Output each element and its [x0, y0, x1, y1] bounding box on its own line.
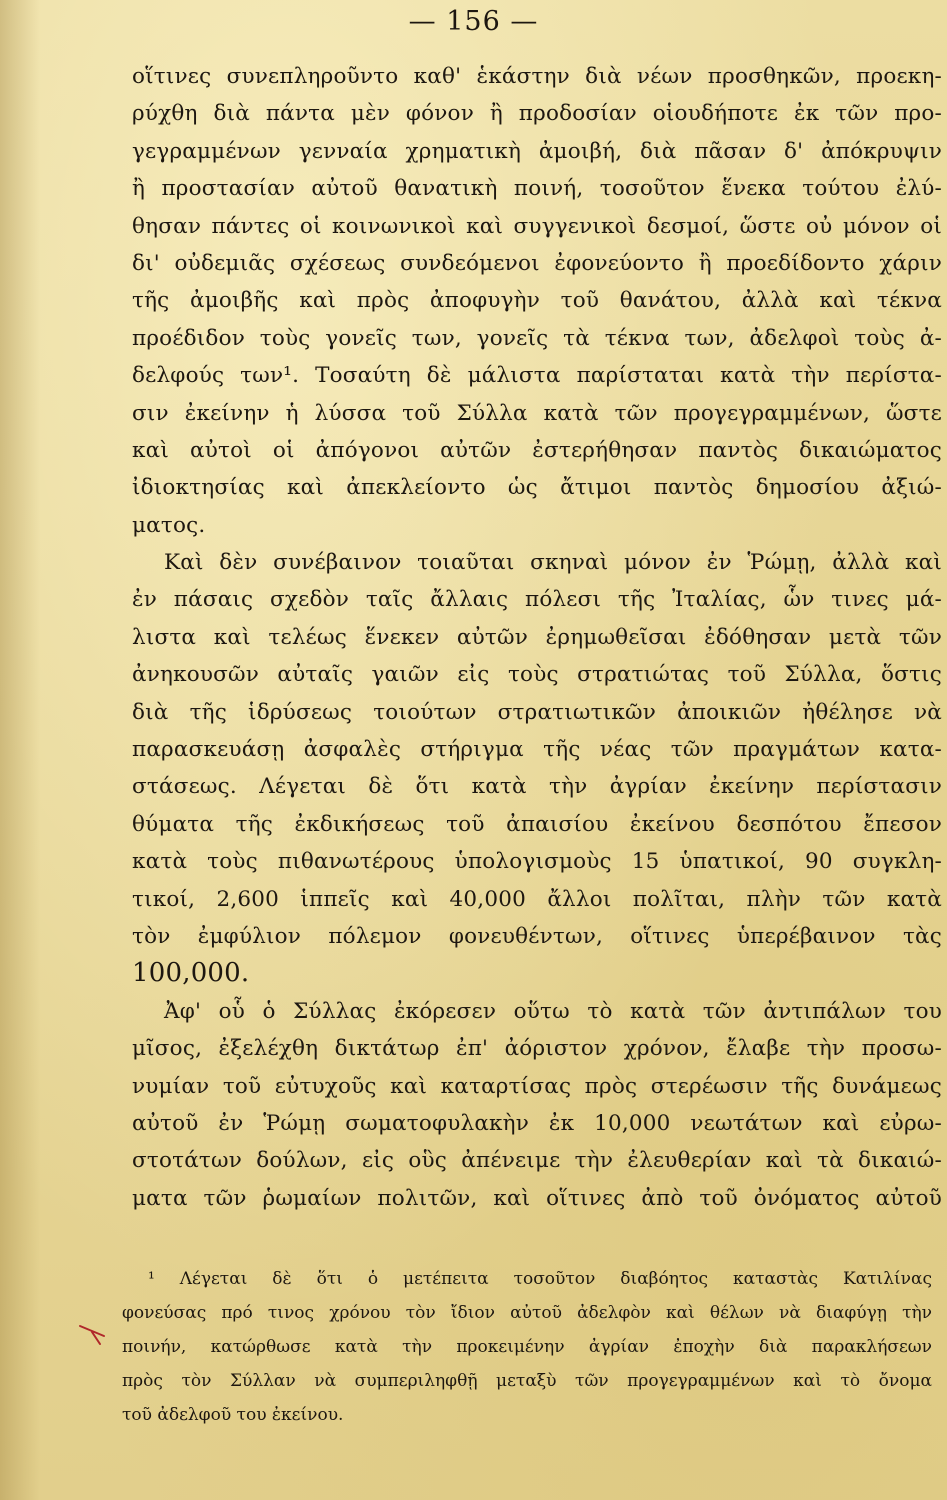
text-line: θύματα τῆς ἐκδικήσεως τοῦ ἀπαισίου ἐκείνου δεσπότου ἔπεσον: [132, 811, 942, 837]
text-line: κατὰ τοὺς πιθανωτέρους ὑπολογισμοὺς 15 ὑπατικοί, 90 συγκλη-: [132, 849, 942, 875]
text-line: ἐν πάσαις σχεδὸν ταῖς ἄλλαις πόλεσι τῆς Ἰταλίας, ὧν τινες μά-: [132, 587, 942, 613]
footnote: [122, 1262, 932, 1432]
text-line: τικοί, 2,600 ἱππεῖς καὶ 40,000 ἄλλοι πολῖται, πλὴν τῶν κατὰ: [132, 886, 942, 912]
main-text: [132, 58, 942, 1217]
text-line: γεγραμμένων γενναία χρηματικὴ ἀμοιβή, διὰ πᾶσαν δ' ἀπόκρυψιν: [132, 138, 942, 164]
text-line: οἵτινες συνεπληροῦντο καθ' ἑκάστην διὰ νέων προσθηκῶν, προεκη-: [132, 64, 942, 89]
footnote-line: τοῦ ἀδελφοῦ του ἐκείνου.: [122, 1405, 344, 1425]
text-line: καὶ αὐτοὶ οἱ ἀπόγονοι αὐτῶν ἐστερήθησαν παντὸς δικαιώματος: [132, 437, 942, 463]
text-line: διὰ τῆς ἱδρύσεως τοιούτων στρατιωτικῶν ἀποικιῶν ἠθέλησε νὰ: [132, 699, 942, 725]
text-line: θησαν πάντες οἱ κοινωνικοὶ καὶ συγγενικοὶ δεσμοί, ὥστε οὐ μόνον οἱ: [132, 213, 942, 239]
text-line: ματα τῶν ῥωμαίων πολιτῶν, καὶ οἵτινες ἀπὸ τοῦ ὀνόματος αὐτοῦ: [132, 1185, 942, 1211]
text-line: ρύχθη διὰ πάντα μὲν φόνον ἢ προδοσίαν οἱουδήποτε ἐκ τῶν προ-: [132, 101, 942, 127]
text-line: στάσεως. Λέγεται δὲ ὅτι κατὰ τὴν ἀγρίαν ἐκείνην περίστασιν: [132, 774, 942, 800]
text-line: παρασκευάσῃ ἀσφαλὲς στήριγμα τῆς νέας τῶν πραγμάτων κατα-: [132, 737, 942, 763]
page-number: — 156 —: [408, 6, 539, 37]
text-line: δελφούς των¹. Τοσαύτη δὲ μάλιστα παρίσταται κατὰ τὴν περίστα-: [132, 363, 942, 389]
paragraph-start-line: Καὶ δὲν συνέβαινον τοιαῦται σκηναὶ μόνον ἐν Ῥώμῃ, ἀλλὰ καὶ: [164, 550, 942, 576]
text-line: προέδιδον τοὺς γονεῖς των, γονεῖς τὰ τέκνα των, ἀδελφοὶ τοὺς ἀ-: [132, 325, 942, 351]
footnote-line: πρὸς τὸν Σύλλαν νὰ συμπεριληφθῇ μεταξὺ τῶν προγεγραμμένων καὶ τὸ ὄνομα: [122, 1371, 932, 1391]
footnote-line: ποινήν, κατώρθωσε κατὰ τὴν προκειμένην ἀγρίαν ἐποχὴν διὰ παρακλήσεων: [122, 1337, 932, 1357]
text-line: λιστα καὶ τελέως ἕνεκεν αὐτῶν ἐρημωθεῖσαι ἐδόθησαν μετὰ τῶν: [132, 624, 942, 650]
text-line: τῆς ἀμοιβῆς καὶ πρὸς ἀποφυγὴν τοῦ θανάτου, ἀλλὰ καὶ τέκνα: [132, 288, 942, 314]
footnote-line: ¹ Λέγεται δὲ ὅτι ὁ μετέπειτα τοσοῦτον διαβόητος καταστὰς Κατιλίνας: [148, 1269, 932, 1289]
footnote-line: φονεύσας πρό τινος χρόνου τὸν ἴδιον αὐτοῦ ἀδελφὸν καὶ θέλων νὰ διαφύγῃ τὴν: [122, 1303, 932, 1323]
text-line: μῖσος, ἐξελέχθη δικτάτωρ ἐπ' ἀόριστον χρόνον, ἔλαβε τὴν προσω-: [132, 1036, 942, 1062]
text-line: ἀνηκουσῶν αὐταῖς γαιῶν εἰς τοὺς στρατιώτας τοῦ Σύλλα, ὅστις: [132, 662, 942, 688]
text-line: ἰδιοκτησίας καὶ ἀπεκλείοντο ὡς ἄτιμοι παντὸς δημοσίου ἀξιώ-: [132, 475, 942, 501]
text-line: νυμίαν τοῦ εὐτυχοῦς καὶ καταρτίσας πρὸς στερέωσιν τῆς δυνάμεως: [132, 1073, 942, 1099]
pencil-mark-icon: [78, 1322, 108, 1346]
text-line: στοτάτων δούλων, εἰς οὓς ἀπένειμε τὴν ἐλευθερίαν καὶ τὰ δικαιώ-: [132, 1148, 942, 1174]
paragraph-start-line: Ἀφ' οὗ ὁ Σύλλας ἐκόρεσεν οὕτω τὸ κατὰ τῶν ἀντιπάλων του: [164, 998, 942, 1024]
text-line: σιν ἐκείνην ἡ λύσσα τοῦ Σύλλα κατὰ τῶν προγεγραμμένων, ὥστε: [132, 400, 942, 426]
text-line: 100,000.: [132, 958, 250, 989]
text-line: δι' οὐδεμιᾶς σχέσεως συνδεόμενοι ἐφονεύοντο ἢ προεδίδοντο χάριν: [132, 250, 942, 276]
text-line: ματος.: [132, 512, 206, 538]
text-line: τὸν ἐμφύλιον πόλεμον φονευθέντων, οἵτινες ὑπερέβαινον τὰς: [132, 923, 942, 949]
text-line: ἢ προστασίαν αὐτοῦ θανατικὴ ποινή, τοσοῦτον ἕνεκα τούτου ἐλύ-: [132, 176, 942, 202]
text-line: αὐτοῦ ἐν Ῥώμῃ σωματοφυλακὴν ἐκ 10,000 νεωτάτων καὶ εὐρω-: [132, 1110, 942, 1136]
